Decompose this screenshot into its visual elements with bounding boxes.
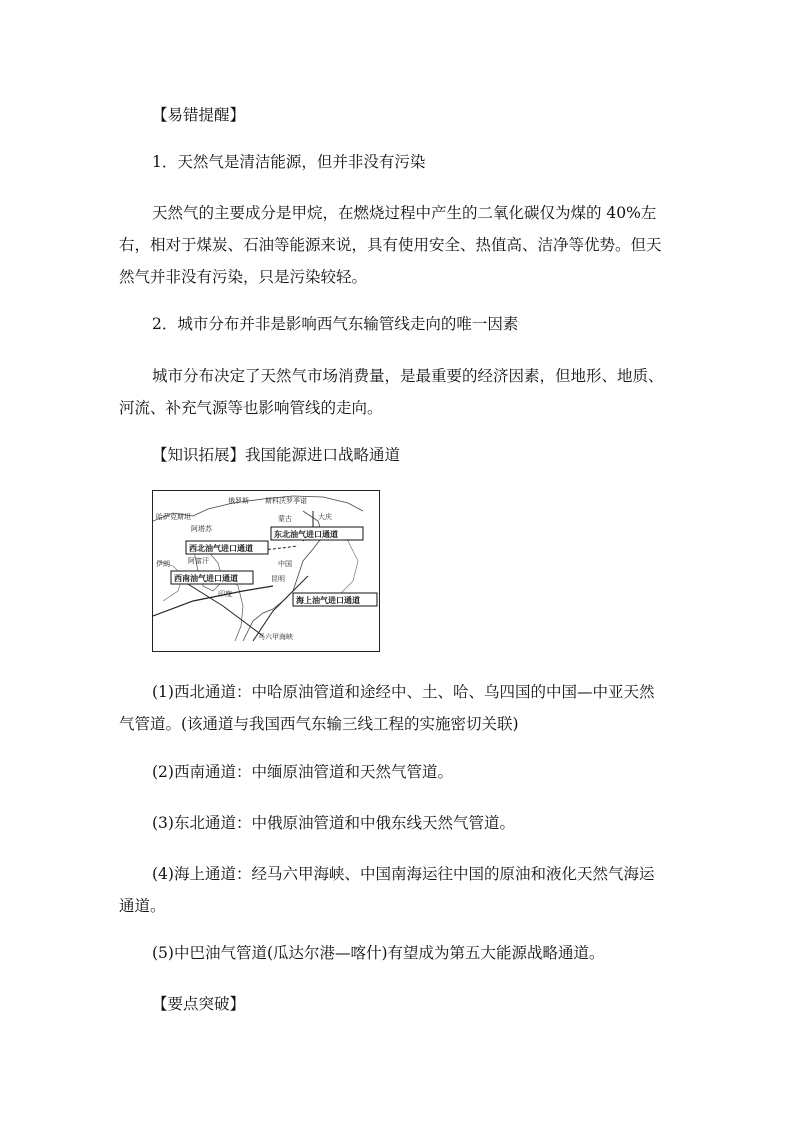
point1-body-line: 天然气的主要成分是甲烷，在燃烧过程中产生的二氧化碳仅为煤的 40%左: [152, 204, 657, 222]
point1-body-line: 右，相对于煤炭、石油等能源来说，具有使用安全、热值高、洁净等优势。但天: [119, 236, 662, 254]
map-place: 马六甲海峡: [258, 633, 293, 641]
map-label-northwest: 西北油气进口通道: [189, 544, 253, 553]
map-label-northeast: 东北油气进口通道: [274, 530, 338, 539]
map-label-southwest: 西南油气进口通道: [174, 574, 238, 583]
point2-title: 2．城市分布并非是影响西气东输管线走向的唯一因素: [152, 315, 519, 333]
map-place: 中国: [278, 560, 292, 568]
map-place: 昆明: [271, 575, 285, 583]
item-line: 气管道。(该通道与我国西气东输三线工程的实施密切关联): [119, 715, 519, 733]
map-label-maritime: 海上油气进口通道: [296, 596, 360, 605]
point1-body-line: 然气并非没有污染，只是污染较轻。: [119, 268, 368, 286]
map-place: 哈萨克斯坦: [156, 513, 191, 521]
energy-channel-map: [152, 490, 380, 652]
point2-body-line: 城市分布决定了天然气市场消费量，是最重要的经济因素，但地形、地质、: [152, 367, 664, 385]
map-place: 斯科沃罗季诺: [265, 497, 307, 505]
heading-errors: 【易错提醒】: [152, 106, 246, 124]
point1-title: 1．天然气是清洁能源，但并非没有污染: [152, 153, 426, 171]
map-place: 大庆: [318, 513, 332, 521]
heading-key: 【要点突破】: [152, 995, 246, 1013]
knowledge-heading: 【知识拓展】我国能源进口战略通道: [152, 446, 401, 464]
item-line: (5)中巴油气管道(瓜达尔港—喀什)有望成为第五大能源战略通道。: [152, 944, 605, 962]
item-line: (4)海上通道：经马六甲海峡、中国南海运往中国的原油和液化天然气海运: [152, 865, 655, 883]
map-place: 阿富汗: [188, 557, 209, 565]
map-place: 俄罗斯: [228, 497, 249, 505]
item-line: 通道。: [119, 897, 166, 915]
map-place: 印度: [218, 590, 232, 598]
map-place: 伊朗: [156, 560, 170, 568]
item-line: (3)东北通道：中俄原油管道和中俄东线天然气管道。: [152, 814, 515, 832]
map-place: 蒙古: [278, 515, 292, 523]
map-place: 阿塔苏: [191, 525, 212, 533]
point2-body-line: 河流、补充气源等也影响管线的走向。: [119, 399, 383, 417]
item-line: (2)西南通道：中缅原油管道和天然气管道。: [152, 763, 453, 781]
item-line: (1)西北通道：中哈原油管道和途经中、土、哈、乌四国的中国—中亚天然: [152, 683, 655, 701]
